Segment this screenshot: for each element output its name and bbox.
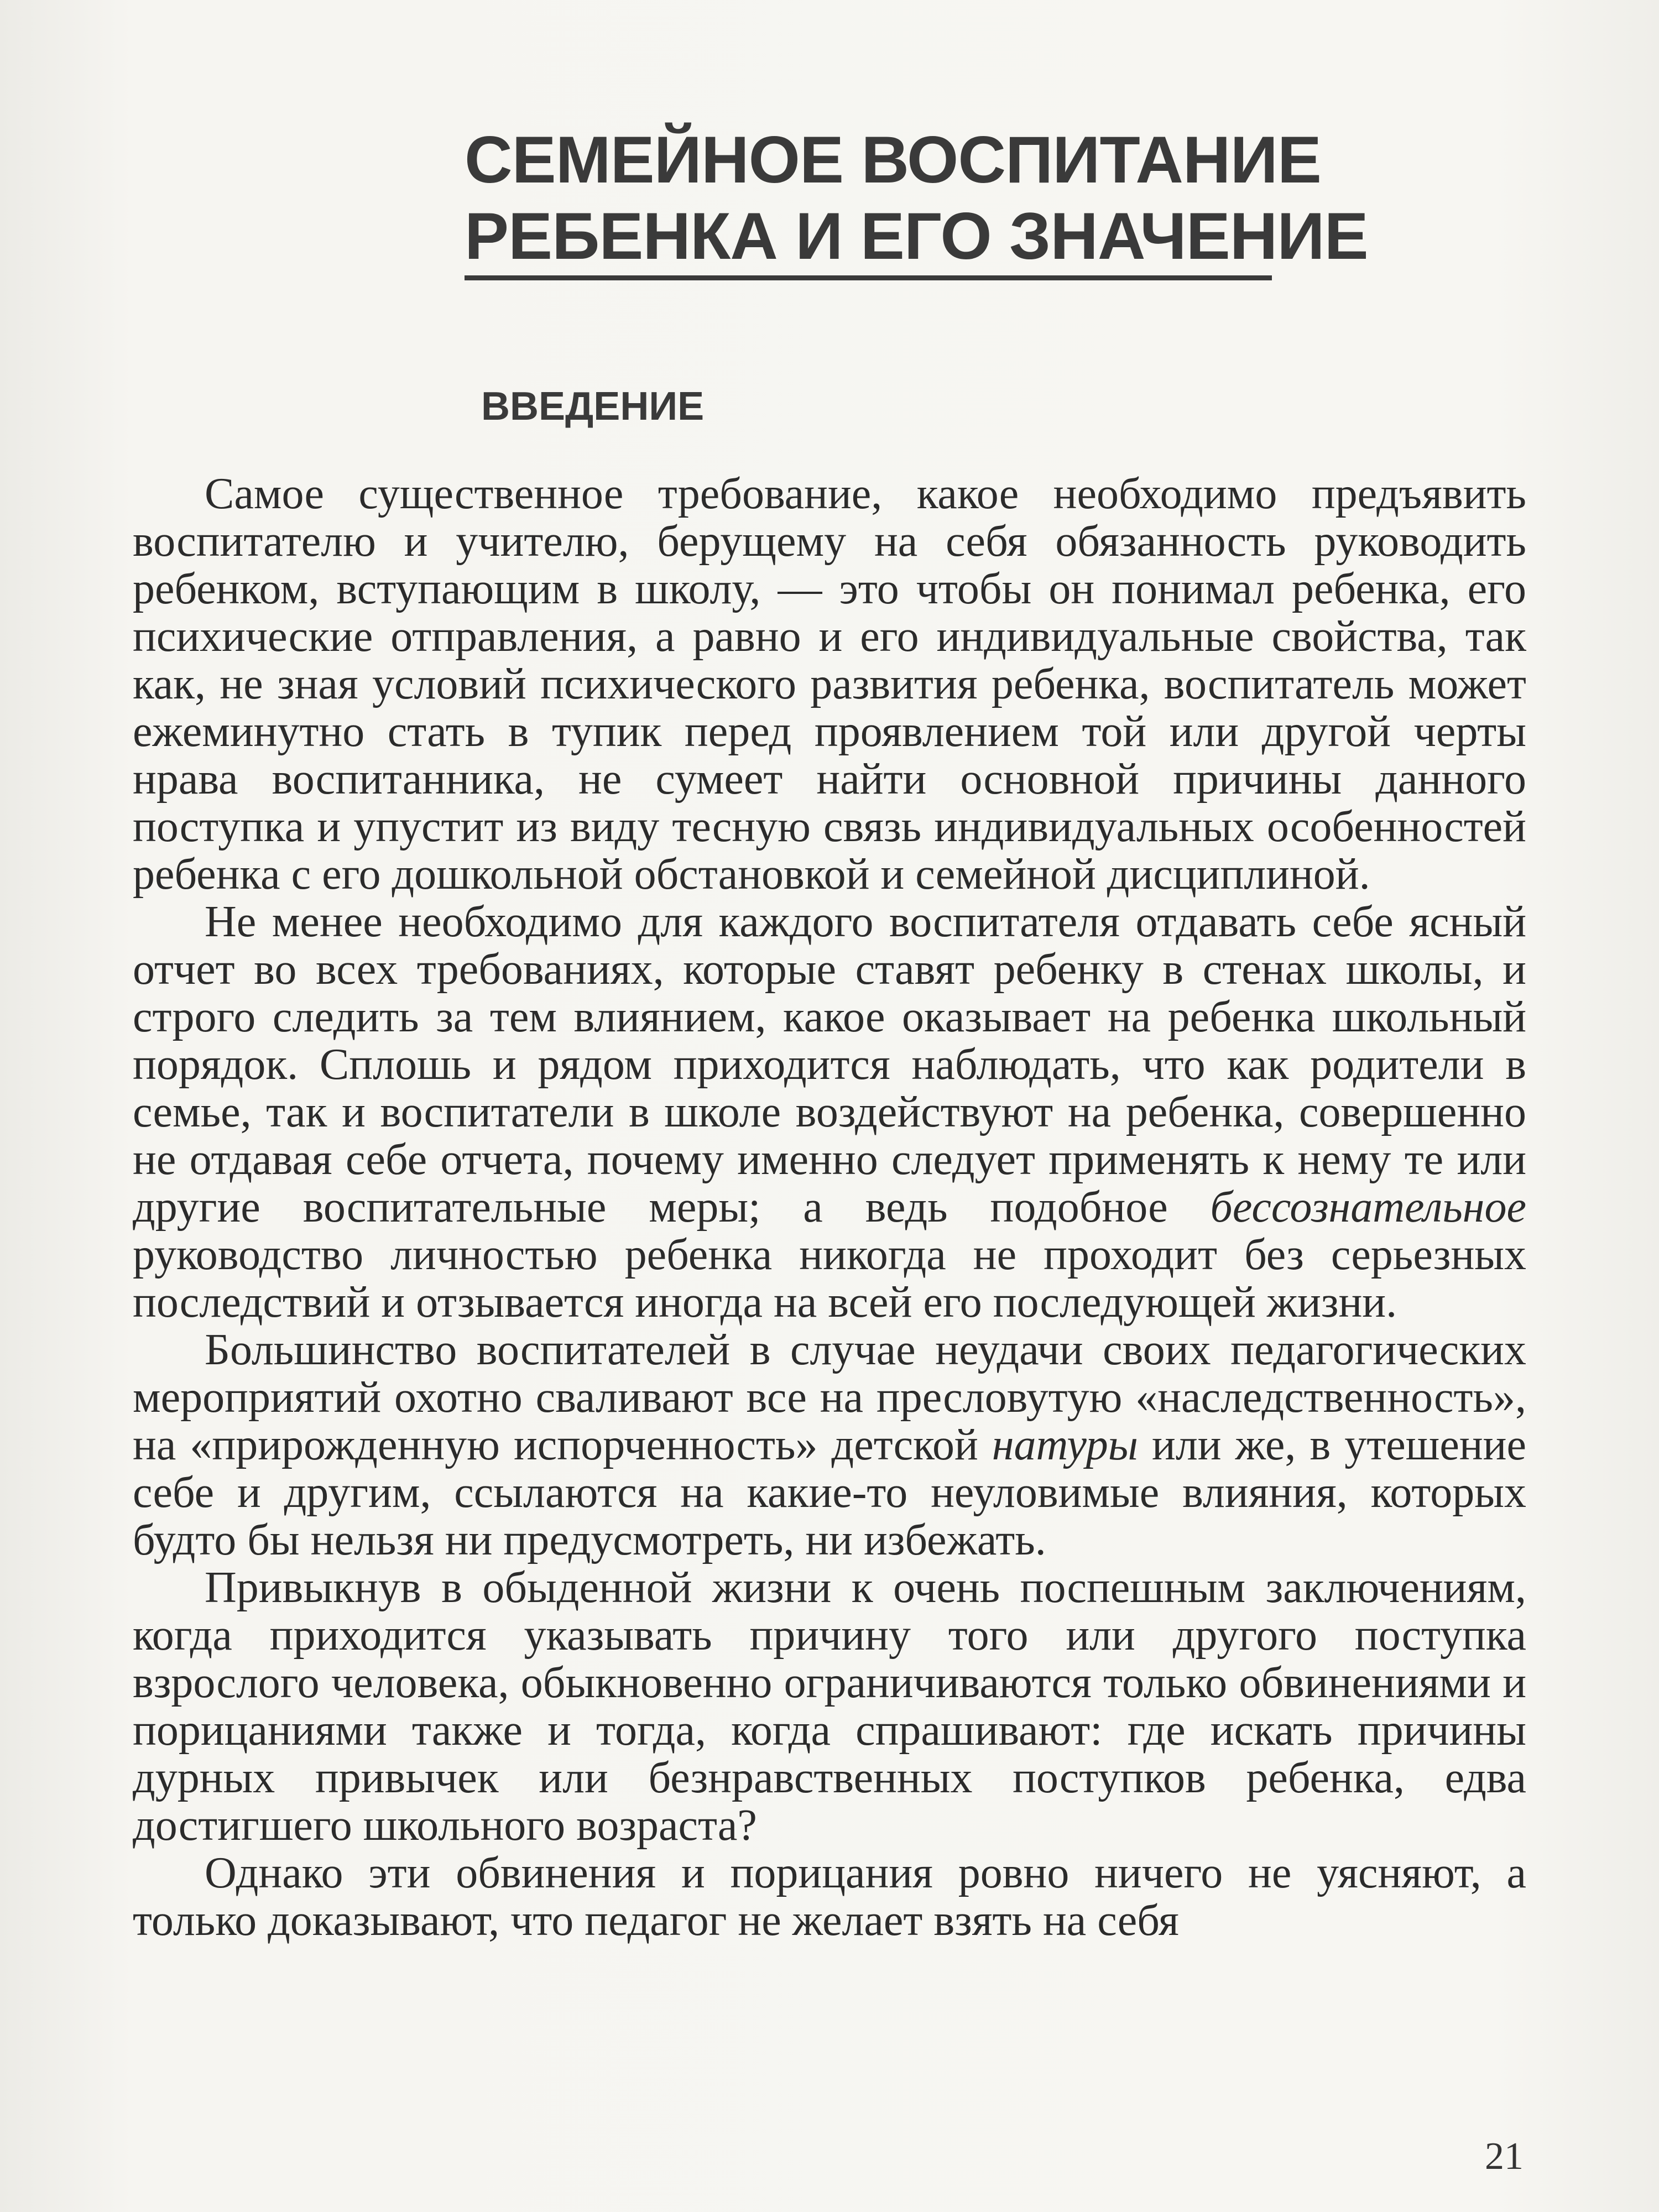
chapter-title-line-2: РЕБЕНКА И ЕГО ЗНАЧЕНИЕ (465, 199, 1368, 273)
paragraph (133, 1326, 1526, 1564)
paragraph-text: Большинство воспитателей в случае неудачи своих педагогических мероприятий охотно сваливают все на пресловутую «наследственность», на «прирожденную испорченность» детской (133, 1326, 1526, 1469)
paragraph (133, 898, 1526, 1326)
emphasized-word: натуры (992, 1421, 1138, 1469)
paragraph: Однако эти обвинения и порицания ровно ничего не уясняют, а только доказывают, что педагог не желает взять на себя (133, 1849, 1526, 1945)
paragraph: Самое существенное требование, какое необходимо предъявить воспитателю и учителю, берущему на себя обязанность руководить ребенком, вступающим в школу, — это чтобы он понимал ребенка, его психические отправления, а равно и его индивидуальные свойства, так как, не зная условий психического развития ребенка, воспитатель может ежеминутно стать в тупик перед проявлением той или другой черты нрава воспитанника, не сумеет найти основной причины данного поступка и упустит из виду тесную связь индивидуальных особенностей ребенка с его дошкольной обстановкой и семейной дисциплиной. (133, 469, 1526, 899)
title-underline (465, 275, 1272, 280)
paragraph-text: или же, в утешение себе и другим, ссылаются на какие-то неуловимые влияния, которых будто бы нельзя ни предусмотреть, ни избежать. (133, 1421, 1526, 1564)
section-heading: ВВЕДЕНИЕ (481, 384, 705, 429)
chapter-title (465, 122, 1368, 274)
paragraph-text: руководство личностью ребенка никогда не проходит без серьезных последствий и отзывается иногда на всей его последующей жизни. (133, 1230, 1526, 1327)
paragraph: Привыкнув в обыденной жизни к очень поспешным заключениям, когда приходится указывать причину того или другого поступка взрослого человека, обыкновенно ограничиваются только обвинениями и порицаниями также и тогда, когда спрашивают: где искать причины дурных привычек или безнравственных поступков ребенка, едва достигшего школьного возраста? (133, 1563, 1526, 1850)
page-number: 21 (1485, 2135, 1524, 2178)
chapter-title-line-1: СЕМЕЙНОЕ ВОСПИТАНИЕ (465, 123, 1321, 197)
emphasized-word: бессознательное (1210, 1183, 1526, 1232)
body-text (133, 470, 1526, 1944)
paragraph-text: Не менее необходимо для каждого воспитателя отдавать себе ясный отчет во всех требованиях, которые ставят ребенку в стенах школы, и строго следить за тем влиянием, какое оказывает на ребенка школьный порядок. Сплошь и рядом приходится наблюдать, что как родители в семье, так и воспитатели в школе воздействуют на ребенка, совершенно не отдавая себе отчета, почему именно следует применять к нему те или другие воспитательные меры; а ведь подобное (133, 898, 1526, 1232)
